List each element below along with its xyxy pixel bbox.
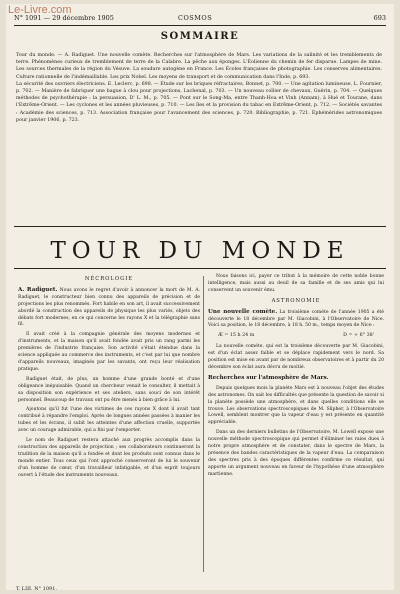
article-heading: Une nouvelle comète.: [208, 308, 278, 315]
column-divider: [203, 276, 204, 572]
sommaire-title: SOMMAIRE: [160, 31, 240, 42]
sommaire-paragraph: Tour du monde. — A. Radiguet. Une nouvelle comète. Recherches sur l'atmosphère de Mars. Les variations de la salinité et les tremblements de terre. Phénomènes curieux de tremblement de terre de la Calabre. La pêche aux éponges. L'Éolienne du chemin de fer disparue. Lampes de mine. Les sources thermales de la région du Vésuve. La soudure autogène en France. Les Écoles françaises de photographie. Les conserves alimentaires. Culture rationnelle de l'indémaillable. Les prix Nobel. Les moyens de transport et de communication dans l'Inde, p. 693.: [16, 53, 382, 80]
right-ascension: Æ = 15 h 24 m: [218, 333, 255, 339]
header-rule: [14, 25, 386, 26]
left-column: [18, 274, 200, 482]
page-footer: T. LIII. N° 1091.: [16, 586, 57, 592]
declination: D = + 6° 38': [343, 333, 374, 339]
right-column: [208, 274, 384, 482]
article-paragraph: Il avait créé à la compagnie générale des moyens modernes et d'instruments, et la maison qu'il avait fondée avait pris un rang parmi les premières de l'industrie française. Son activité s'était étendue dans la science appliquée au commerce des instruments, et c'est par lui que nombre d'appareils nouveaux, imaginés par les savants, ont reçu leur réalisation pratique.: [18, 332, 200, 372]
issue-number: N° 1091 — 29 décembre 1905: [14, 14, 114, 22]
article-text: La troisième comète de l'année 1905 a été découverte le 18 décembre par M. Giacobini, à l'Observatoire de Nice. Voici sa position, le 18 décembre, à 18 h. 50 m., temps moyen de Nice :: [208, 309, 384, 329]
journal-page: [6, 4, 394, 590]
sommaire-rule: [14, 226, 386, 227]
comet-coordinates: [208, 333, 384, 340]
astronomie-subtitle: ASTRONOMIE: [271, 297, 321, 304]
article-heading-line: [208, 375, 384, 383]
page-header: [14, 14, 386, 24]
sommaire-text: [16, 52, 382, 124]
article-paragraph: La nouvelle comète, qui est la troisième découverte par M. Giacobini, est d'un éclat assez faible et se déplace rapidement vers le nord. Sa position est mise en avant par de nombreux observatoires et à partir du 20 décembre son éclat aura décru de moitié.: [208, 344, 384, 370]
necrologie-subtitle: NÉCROLOGIE: [84, 276, 134, 282]
section-title: TOUR DU MONDE: [50, 238, 350, 264]
article-paragraph: Dans un des derniers bulletins de l'Observatoire, M. Lowell expose une nouvelle méthode spectroscopique qui permet d'éliminer les raies dues à notre propre atmosphère et de constater, dans le spectre de Mars, la présence des bandes caractéristiques de la vapeur d'eau. La comparaison des spectres pris à des époques différentes confirme ce résultat, qui apporte un argument nouveau en faveur de l'hypothèse d'une atmosphère martienne.: [208, 430, 384, 477]
article-heading: A. Radiguet.: [18, 286, 58, 293]
article-paragraph: Radiguet était, de plus, un homme d'une grande bonté et d'une obligeance inépuisable. Quand un chercheur venait le consulter, il mettait à sa disposition son expérience et ses ateliers, sans souci de son intérêt personnel. Beaucoup de travaux ont pu être menés à bien grâce à lui.: [18, 376, 200, 403]
article-paragraph: Nous faisons ici, payer ce tribut à la mémoire de cette noble bonne intelligence, mais aussi au deuil de sa famille et de ses amis qui lui conservent un souvenir ému.: [208, 274, 384, 293]
journal-title: COSMOS: [178, 14, 213, 22]
page-number: 693: [373, 14, 386, 22]
article-paragraph: Ajoutons qu'il fut l'une des victimes de ces rayons X dont il avait tant contribué à répandre l'emploi. Après de longues années passées à manier les tubes et les écrans, il subit les atteintes d'une affection cruelle, supportée avec un courage admirable, qui a fini par l'emporter.: [18, 407, 200, 434]
watermark: Le-Livre.com: [8, 4, 72, 16]
article-heading: Recherches sur l'atmosphère de Mars.: [208, 374, 329, 381]
article-paragraph: [208, 309, 384, 331]
article-paragraph: Le nom de Radiguet restera attaché aux progrès accomplis dans la construction des appareils de projection ; ses collaborateurs continueront la tradition de la maison qu'il a fondée et dont les produits sont connus dans le monde entier. Tous ceux qui l'ont approché conserveront de lui le souvenir d'un homme de cœur, d'un travailleur infatigable, et d'un esprit toujours ouvert à l'étude des instruments nouveaux.: [18, 438, 200, 478]
sommaire-paragraph: La sécurité des ouvriers électriciens. E. Leclerc, p. 698. — Étude sur les briques réfractaires, Bonnet, p. 700. — Une agitation lumineuse, L. Fournier, p. 702. — Manière de fabriquer une bague à clou pour projections, Lachenal, p. 703. — Un nouveau collier de chevaux, Guérin, p. 704. — Quelques méthodes de psychothérapie : la persuasion, D' L. M., p. 705. — Pont sur le Song-Ma, entre Thanh-Hoa et Vinh (Annam), à Hué et Tourane, dans l'Extrême-Orient. — Les cyclones et les années pluvieuses, p. 710. — Les îles et la provision du tabac en Extrême-Orient, p. 712. — Sociétés savantes : Académie des sciences, p. 713. Association française pour l'avancement des sciences, p. 720. Bibliographie, p. 721. Éphémérides astronomiques pour janvier 1906, p. 723.: [16, 81, 382, 123]
article-paragraph: Depuis quelques mois la planète Mars est à nouveau l'objet des études des astronomes. On sait les difficultés que présente la question de savoir si la planète possède une atmosphère, et dans quelles conditions elle se trouve. Les observations spectroscopiques de M. Slipher, à l'Observatoire Lowell, semblent montrer que la vapeur d'eau y est présente en quantité appréciable.: [208, 385, 384, 426]
article-text: Nous avons le regret d'avoir à annoncer la mort de M. A. Radiguet, le constructeur bien connu des appareils de précision et de projections les plus renommés. Fort habile en son art, il avait successivement abordé la construction des appareils de physique les plus variés, objets des débats fort modernes, en ce qui concerne les rayons X et la télégraphie sans fil.: [18, 287, 200, 328]
section-rule: [14, 268, 386, 269]
article-paragraph: [18, 287, 200, 329]
